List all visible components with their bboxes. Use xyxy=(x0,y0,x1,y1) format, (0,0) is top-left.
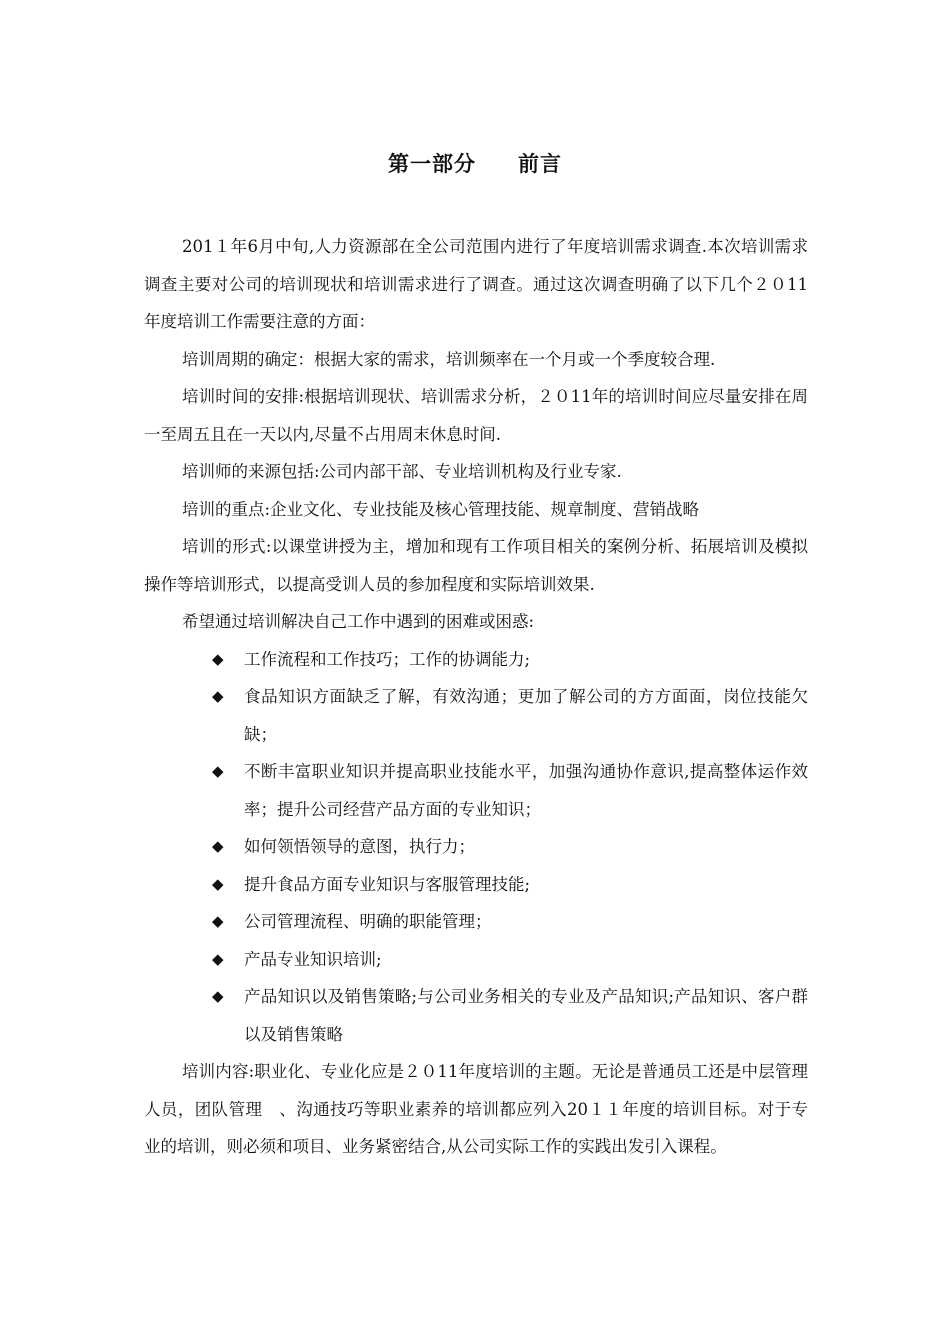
bullet-item xyxy=(144,641,808,679)
bullet-text: 产品专业知识培训; xyxy=(244,949,382,969)
training-content-paragraph: 培训内容:职业化、专业化应是２０11年度培训的主题。无论是普通员工还是中层管理人员，团队管理 、沟通技巧等职业素养的培训都应列入20１１年度的培训目标。对于专业的培训，则必须和项目、业务紧密结合,从公司实际工作的实践出发引入课程。 xyxy=(144,1062,808,1156)
diamond-bullet-icon: ◆ xyxy=(212,837,224,855)
diamond-bullet-icon: ◆ xyxy=(212,949,224,968)
bullet-item xyxy=(144,753,808,828)
diamond-bullet-icon: ◆ xyxy=(212,912,224,930)
bullet-text: 如何领悟领导的意图，执行力； xyxy=(244,837,475,856)
training-schedule-paragraph: 培训时间的安排:根据培训现状、培训需求分析，２０11年的培训时间应尽量安排在周一至周五且在一天以内,尽量不占用周末休息时间. xyxy=(144,387,808,444)
bullet-item xyxy=(144,941,808,979)
training-focus-paragraph: 培训的重点:企业文化、专业技能及核心管理技能、规章制度、营销战略 xyxy=(182,499,700,519)
bullet-text: 产品知识以及销售策略;与公司业务相关的专业及产品知识;产品知识、客户群以及销售策略 xyxy=(244,987,808,1044)
training-format-paragraph: 培训的形式:以课堂讲授为主，增加和现有工作项目相关的案例分析、拓展培训及模拟操作等培训形式，以提高受训人员的参加程度和实际培训效果. xyxy=(144,537,808,594)
bullet-text: 食品知识方面缺乏了解，有效沟通；更加了解公司的方方面面，岗位技能欠缺； xyxy=(244,687,808,744)
section-title xyxy=(0,148,950,178)
diamond-bullet-icon: ◆ xyxy=(212,987,224,1005)
bullet-text: 工作流程和工作技巧；工作的协调能力; xyxy=(244,649,531,669)
intro-paragraph: 201１年6月中旬,人力资源部在全公司范围内进行了年度培训需求调查.本次培训需求调查主要对公司的培训现状和培训需求进行了调查。通过这次调查明确了以下几个２０11年度培训工作需要注意的方面： xyxy=(144,237,808,331)
bullet-text: 提升食品方面专业知识与客服管理技能; xyxy=(244,874,531,894)
trainer-source-paragraph: 培训师的来源包括:公司内部干部、专业培训机构及行业专家. xyxy=(182,462,622,481)
section-part-label: 第一部分 xyxy=(388,151,476,176)
document-body xyxy=(144,228,808,1166)
bullet-item xyxy=(144,903,808,941)
diamond-bullet-icon: ◆ xyxy=(212,649,224,668)
bullet-item xyxy=(144,828,808,866)
wishes-lead-paragraph: 希望通过培训解决自己工作中遇到的困难或困惑: xyxy=(182,612,535,631)
section-name-label: 前言 xyxy=(518,151,562,176)
training-cycle-paragraph: 培训周期的确定：根据大家的需求，培训频率在一个月或一个季度较合理. xyxy=(182,349,716,369)
bullet-item xyxy=(144,978,808,1053)
diamond-bullet-icon: ◆ xyxy=(212,874,224,893)
diamond-bullet-icon: ◆ xyxy=(212,687,224,705)
wishes-bullet-list xyxy=(144,641,808,1054)
diamond-bullet-icon: ◆ xyxy=(212,762,224,780)
bullet-text: 公司管理流程、明确的职能管理； xyxy=(244,912,492,931)
bullet-text: 不断丰富职业知识并提高职业技能水平，加强沟通协作意识,提高整体运作效率；提升公司经营产品方面的专业知识； xyxy=(244,762,808,819)
bullet-item xyxy=(144,678,808,753)
bullet-item xyxy=(144,866,808,904)
